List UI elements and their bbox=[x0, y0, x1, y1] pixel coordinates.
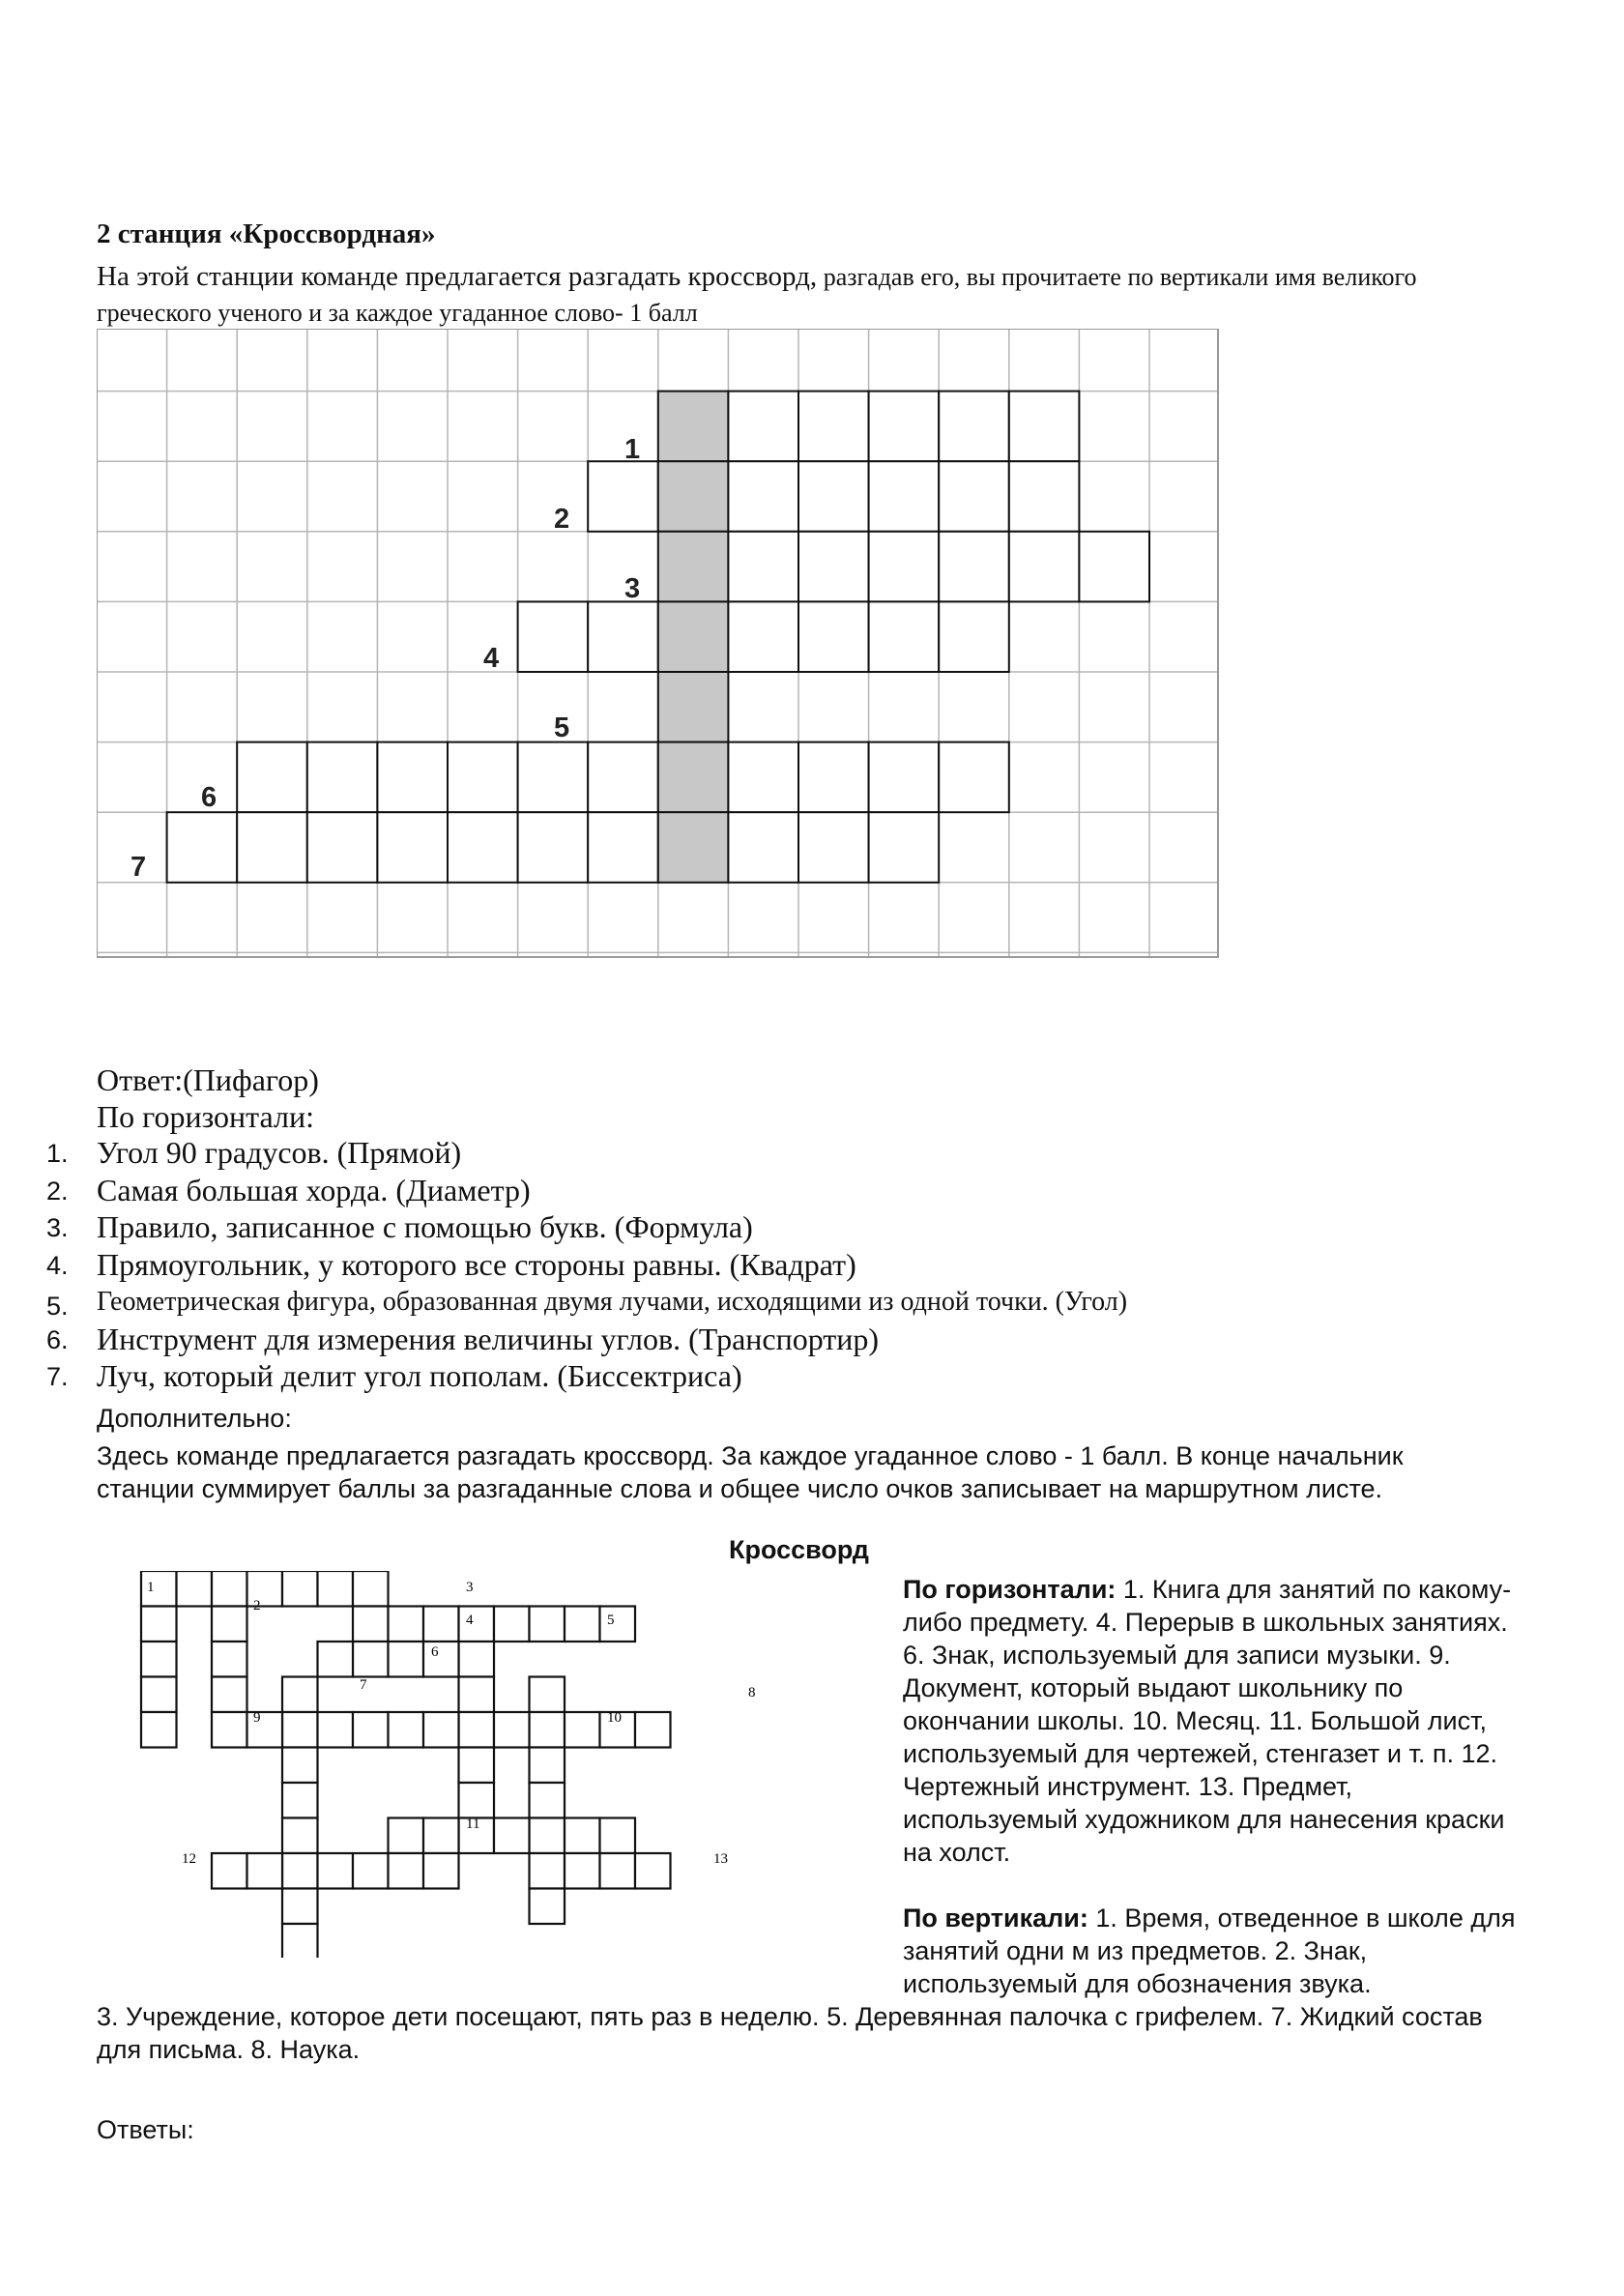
vertical-clues-text-a: 1. Время, отведенное в школе для занятий одни м из предметов. 2. Знак, используемый для обозначения звука. bbox=[903, 1904, 1516, 1998]
crossword-cell bbox=[588, 812, 658, 883]
extra-label: Дополнительно: bbox=[97, 1404, 292, 1433]
crossword-cell bbox=[530, 1712, 566, 1748]
crossword-cell bbox=[869, 742, 940, 813]
crossword-cell bbox=[141, 1677, 177, 1713]
crossword-cell bbox=[423, 1712, 459, 1748]
crossword-cell bbox=[237, 742, 307, 813]
crossword-2-cells bbox=[141, 1571, 671, 1958]
crossword-cell bbox=[389, 1712, 424, 1748]
crossword-cell bbox=[798, 601, 869, 672]
clue-number-11: 11 bbox=[466, 1816, 480, 1832]
crossword-cell bbox=[658, 812, 729, 883]
clue-number: 5. bbox=[46, 1292, 69, 1321]
clue-text: Самая большая хорда. (Диаметр) bbox=[97, 1172, 531, 1207]
crossword-cell bbox=[212, 1677, 247, 1713]
crossword-1-grid bbox=[97, 329, 1228, 963]
crossword-cell bbox=[939, 461, 1009, 532]
crossword-cell bbox=[1079, 532, 1149, 602]
crossword-cell bbox=[728, 742, 798, 813]
crossword-cell bbox=[282, 1924, 318, 1958]
crossword-cell bbox=[423, 1642, 459, 1677]
crossword-cell bbox=[600, 1607, 636, 1642]
clue-text: Прямоугольник, у которого все стороны равны. (Квадрат) bbox=[97, 1246, 856, 1282]
crossword-cell bbox=[869, 461, 940, 532]
clue-number-1: 1 bbox=[147, 1580, 155, 1595]
crossword-cell bbox=[448, 812, 518, 883]
crossword-cell bbox=[600, 1818, 636, 1854]
crossword-cell bbox=[1009, 392, 1080, 462]
crossword-cell bbox=[377, 812, 448, 883]
crossword-cell bbox=[798, 742, 869, 813]
crossword-cell bbox=[318, 1853, 354, 1889]
horizontal-heading: По горизонтали: bbox=[97, 1099, 314, 1134]
crossword-cell bbox=[377, 742, 448, 813]
crossword-cell bbox=[600, 1853, 636, 1889]
clue-number-1: 1 bbox=[624, 434, 641, 465]
crossword-2-vertical-clues bbox=[903, 1902, 1522, 2000]
crossword-cell bbox=[565, 1853, 600, 1889]
crossword-cell bbox=[353, 1712, 389, 1748]
crossword-cell bbox=[635, 1853, 671, 1889]
crossword-cell bbox=[459, 1677, 495, 1713]
crossword-cell bbox=[318, 1642, 354, 1677]
crossword-cell bbox=[353, 1642, 389, 1677]
crossword-cell bbox=[565, 1712, 600, 1748]
crossword-cell bbox=[658, 532, 729, 602]
crossword-cell bbox=[588, 601, 658, 672]
crossword-cell bbox=[939, 532, 1009, 602]
crossword-cell bbox=[353, 1853, 389, 1889]
crossword-cell bbox=[247, 1712, 283, 1748]
crossword-cell bbox=[658, 392, 729, 462]
intro-part-2: разгадав его, вы прочитаете по вертикали имя великого греческого ученого и за каждое угаданное слово- 1 балл bbox=[97, 263, 1417, 327]
clue-number-3: 3 bbox=[466, 1580, 474, 1595]
crossword-cell bbox=[212, 1712, 247, 1748]
crossword-cell bbox=[939, 392, 1009, 462]
crossword-1-cells bbox=[167, 392, 1149, 883]
crossword-cell bbox=[423, 1853, 459, 1889]
crossword-cell bbox=[307, 742, 378, 813]
crossword-cell bbox=[237, 812, 307, 883]
crossword-cell bbox=[565, 1607, 600, 1642]
crossword-cell bbox=[282, 1818, 318, 1854]
crossword-cell bbox=[459, 1607, 495, 1642]
crossword-cell bbox=[318, 1571, 354, 1607]
crossword-cell bbox=[423, 1818, 459, 1854]
station-title: 2 станция «Кроссвордная» bbox=[97, 218, 436, 249]
answer-text: Ответ:(Пифагор) bbox=[97, 1062, 319, 1097]
crossword-cell bbox=[212, 1853, 247, 1889]
clue-number: 1. bbox=[46, 1139, 69, 1168]
crossword-cell bbox=[728, 812, 798, 883]
crossword-cell bbox=[798, 392, 869, 462]
crossword-cell bbox=[530, 1748, 566, 1784]
crossword-cell bbox=[494, 1818, 530, 1854]
horizontal-clues-text: 1. Книга для занятий по какому-либо предмету. 4. Перерыв в школьных занятиях. 6. Знак, используемый для записи музыки. 9. Документ, который выдают школьнику по окончании школы. 10. Месяц. 11. Большой лист, используемый для чертежей, стенгазет и т. п. 12. Чертежный инструмент. 13. Предмет, используемый художником для нанесения краски на холст. bbox=[903, 1575, 1512, 1867]
crossword-cell bbox=[588, 742, 658, 813]
station-intro bbox=[97, 259, 1498, 331]
crossword-cell bbox=[459, 1712, 495, 1748]
crossword-cell bbox=[798, 461, 869, 532]
crossword-cell bbox=[141, 1712, 177, 1748]
crossword-cell bbox=[530, 1607, 566, 1642]
crossword-cell bbox=[389, 1607, 424, 1642]
crossword-cell bbox=[939, 742, 1009, 813]
clue-number-4: 4 bbox=[466, 1613, 474, 1628]
clue-number-5: 5 bbox=[554, 712, 570, 743]
crossword-cell bbox=[282, 1712, 318, 1748]
clue-number-6: 6 bbox=[201, 782, 218, 813]
clue-number-2: 2 bbox=[554, 504, 570, 535]
crossword-cell bbox=[518, 812, 589, 883]
crossword-cell bbox=[141, 1607, 177, 1642]
crossword-cell bbox=[728, 461, 798, 532]
crossword-cell bbox=[494, 1607, 530, 1642]
crossword-cell bbox=[658, 742, 729, 813]
clue-text: Угол 90 градусов. (Прямой) bbox=[97, 1135, 462, 1170]
answers-label: Ответы: bbox=[97, 2115, 194, 2144]
crossword-cell bbox=[448, 742, 518, 813]
intro-part-1: На этой станции команде предлагается разгадать кроссворд, bbox=[97, 261, 818, 292]
crossword-cell bbox=[459, 1642, 495, 1677]
crossword-cell bbox=[389, 1853, 424, 1889]
crossword-cell bbox=[282, 1748, 318, 1784]
crossword-cell bbox=[869, 812, 940, 883]
clue-number: 7. bbox=[46, 1362, 69, 1391]
crossword-cell bbox=[282, 1571, 318, 1607]
crossword-cell bbox=[728, 601, 798, 672]
crossword-cell bbox=[307, 812, 378, 883]
crossword-cell bbox=[530, 1853, 566, 1889]
clue-number-9: 9 bbox=[253, 1710, 261, 1726]
crossword-cell bbox=[1009, 532, 1080, 602]
crossword-cell bbox=[212, 1607, 247, 1642]
crossword-cell bbox=[530, 1783, 566, 1818]
crossword-cell bbox=[389, 1818, 424, 1854]
crossword-cell bbox=[459, 1783, 495, 1818]
crossword-cell bbox=[177, 1571, 213, 1607]
clue-number-13: 13 bbox=[713, 1851, 728, 1867]
crossword-cell bbox=[728, 392, 798, 462]
crossword-cell bbox=[1009, 461, 1080, 532]
crossword-cell bbox=[658, 601, 729, 672]
crossword-cell bbox=[798, 812, 869, 883]
vertical-heading: По вертикали: bbox=[903, 1904, 1088, 1933]
crossword-cell bbox=[389, 1642, 424, 1677]
crossword-cell bbox=[459, 1748, 495, 1784]
crossword-cell bbox=[728, 532, 798, 602]
crossword-cell bbox=[282, 1677, 318, 1713]
crossword-cell bbox=[282, 1853, 318, 1889]
crossword-cell bbox=[635, 1712, 671, 1748]
clue-number-4: 4 bbox=[483, 643, 500, 674]
crossword-cell bbox=[212, 1642, 247, 1677]
crossword-cell bbox=[530, 1818, 566, 1854]
crossword-2-horizontal-clues bbox=[903, 1573, 1522, 1869]
crossword-cell bbox=[518, 742, 589, 813]
clue-text: Геометрическая фигура, образованная двумя лучами, исходящими из одной точки. (Угол) bbox=[97, 1287, 1128, 1317]
crossword-cell bbox=[353, 1607, 389, 1642]
crossword-cell bbox=[247, 1571, 283, 1607]
crossword-cell bbox=[318, 1712, 354, 1748]
clue-number-5: 5 bbox=[607, 1613, 615, 1628]
clue-number-10: 10 bbox=[607, 1710, 622, 1726]
crossword-cell bbox=[494, 1712, 530, 1748]
horizontal-heading-2: По горизонтали: bbox=[903, 1575, 1116, 1604]
clue-number: 2. bbox=[46, 1176, 69, 1206]
crossword-cell bbox=[939, 601, 1009, 672]
crossword-cell bbox=[530, 1677, 566, 1713]
answer-block bbox=[97, 1061, 319, 1135]
crossword-2-title: Кроссворд bbox=[729, 1535, 869, 1564]
crossword-cell bbox=[565, 1818, 600, 1854]
crossword-cell bbox=[282, 1783, 318, 1818]
crossword-cell bbox=[212, 1571, 247, 1607]
clue-text: Луч, который делит угол пополам. (Биссектриса) bbox=[97, 1358, 742, 1393]
clue-number-12: 12 bbox=[182, 1851, 196, 1867]
clue-number: 3. bbox=[46, 1213, 69, 1242]
clue-text: Правило, записанное с помощью букв. (Формула) bbox=[97, 1209, 753, 1244]
clue-number: 4. bbox=[46, 1250, 69, 1280]
clue-number-6: 6 bbox=[431, 1644, 439, 1660]
clue-number: 6. bbox=[46, 1324, 69, 1354]
clue-text: Инструмент для измерения величины углов. (Транспортир) bbox=[97, 1321, 880, 1356]
crossword-cell bbox=[869, 532, 940, 602]
vertical-clues-continued: 3. Учреждение, которое дети посещают, пять раз в неделю. 5. Деревянная палочка с грифелем. 7. Жидкий состав для письма. 8. Наука. bbox=[97, 2002, 1483, 2064]
clue-number-2: 2 bbox=[253, 1598, 261, 1613]
clue-number-8: 8 bbox=[748, 1685, 756, 1700]
crossword-cell bbox=[518, 601, 589, 672]
crossword-cell bbox=[530, 1889, 566, 1925]
clue-number-7: 7 bbox=[130, 852, 147, 883]
crossword-cell bbox=[141, 1642, 177, 1677]
crossword-cell bbox=[247, 1853, 283, 1889]
clue-number-3: 3 bbox=[624, 573, 641, 604]
crossword-cell bbox=[353, 1571, 389, 1607]
crossword-cell bbox=[658, 461, 729, 532]
crossword-cell bbox=[869, 392, 940, 462]
crossword-cell bbox=[423, 1607, 459, 1642]
clue-number-7: 7 bbox=[360, 1677, 367, 1693]
crossword-cell bbox=[167, 812, 238, 883]
crossword-cell bbox=[588, 461, 658, 532]
crossword-cell bbox=[658, 672, 729, 742]
extra-text: Здесь команде предлагается разгадать кроссворд. За каждое угаданное слово - 1 балл. В конце начальник станции суммирует баллы за разгаданные слова и общее число очков записывает на маршрутном листе. bbox=[97, 1441, 1404, 1503]
crossword-cell bbox=[869, 601, 940, 672]
crossword-2-grid bbox=[97, 1571, 889, 1958]
crossword-cell bbox=[282, 1889, 318, 1925]
crossword-cell bbox=[798, 532, 869, 602]
